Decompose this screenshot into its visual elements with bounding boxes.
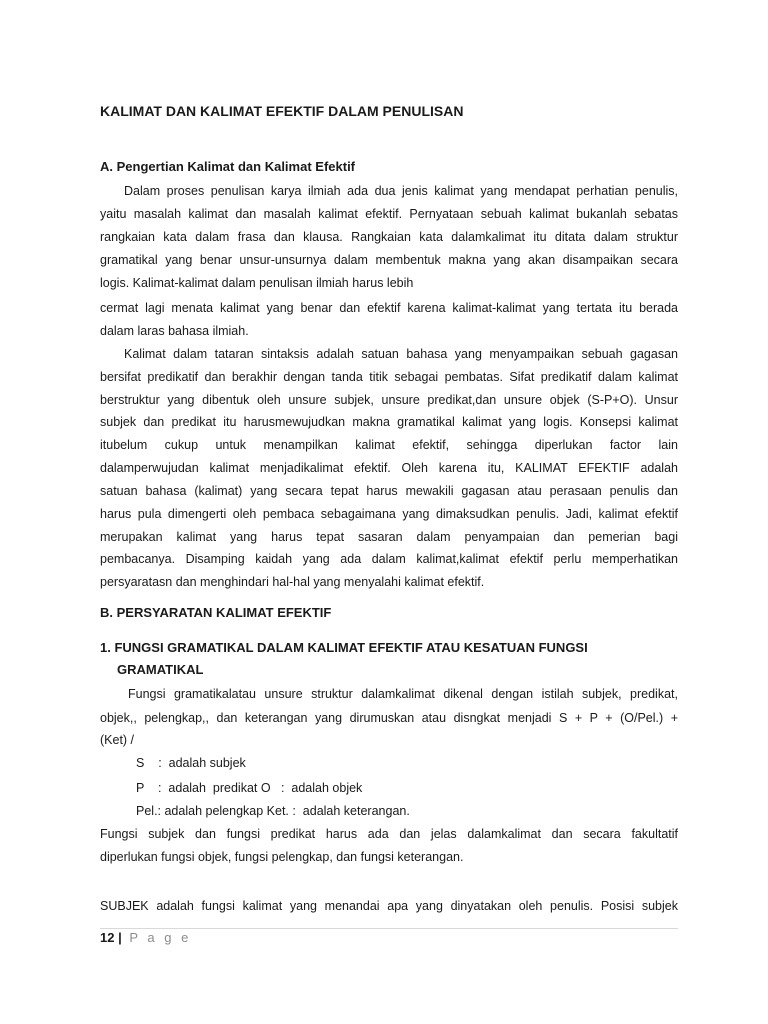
- paragraph-line: satuan bahasa (kalimat) yang secara tepat harus mewakili gagasan atau perasaan penulis dan: [100, 484, 678, 498]
- paragraph-line: itubelum cukup untuk menampilkan kalimat efektif, sehingga diperlukan factor lain: [100, 438, 678, 452]
- paragraph-line: berstruktur yang dibentuk oleh unsure subjek, unsure predikat,dan unsure objek (S-P+O). Unsur: [100, 393, 678, 407]
- paragraph-line: merupakan kalimat yang harus tepat sasaran dalam penyampaian dan pemerian bagi: [100, 530, 678, 544]
- paragraph-line: dalam laras bahasa ilmiah.: [100, 324, 249, 338]
- paragraph-line: logis. Kalimat-kalimat dalam penulisan ilmiah harus lebih: [100, 276, 414, 290]
- paragraph-line: Kalimat dalam tataran sintaksis adalah satuan bahasa yang menyampaikan sebuah gagasan: [124, 347, 678, 361]
- page-footer: [100, 930, 191, 945]
- definition-subject: S : adalah subjek: [136, 756, 246, 770]
- page-number: 12: [100, 930, 115, 945]
- paragraph-line: persyaratasn dan menghindari hal-hal yang menyalahi kalimat efektif.: [100, 575, 485, 589]
- page-separator: |: [118, 930, 122, 945]
- footer-divider: [100, 928, 678, 929]
- section-a-heading: A. Pengertian Kalimat dan Kalimat Efektif: [100, 159, 356, 174]
- page-title: KALIMAT DAN KALIMAT EFEKTIF DALAM PENULISAN: [100, 103, 464, 119]
- subsection-heading: 1. FUNGSI GRAMATIKAL DALAM KALIMAT EFEKTIF ATAU KESATUAN FUNGSI: [100, 640, 588, 655]
- paragraph-line: subjek dan predikat itu harusmewujudkan makna gramatikal kalimat yang logis. Konsepsi kalimat: [100, 415, 678, 429]
- paragraph-line: gramatikal yang benar unsur-unsurnya dalam membentuk makna yang akan disampaikan secara: [100, 253, 678, 267]
- paragraph-line: bersifat predikatif dan berakhir dengan tanda titik sebagai pembatas. Sifat predikatif dalam kalimat: [100, 370, 678, 384]
- paragraph-line: rangkaian kata dalam frasa dan klausa. Rangkaian kata dalamkalimat itu ditata dalam struktur: [100, 230, 678, 244]
- paragraph-line: diperlukan fungsi objek, fungsi pelengkap, dan fungsi keterangan.: [100, 850, 464, 864]
- paragraph-line: dalamperwujudan kalimat menjadikalimat efektif. Oleh karena itu, KALIMAT EFEKTIF adalah: [100, 461, 678, 475]
- paragraph-line: pembacanya. Disamping kaidah yang ada dalam kalimat,kalimat efektif perlu memperhatikan: [100, 552, 678, 566]
- paragraph-line: objek,, pelengkap,, dan keterangan yang dirumuskan atau disngkat menjadi S + P + (O/Pel.) +: [100, 711, 678, 725]
- section-b-heading: B. PERSYARATAN KALIMAT EFEKTIF: [100, 605, 332, 620]
- paragraph-line: Fungsi gramatikalatau unsure struktur dalamkalimat dikenal dengan istilah subjek, predikat,: [128, 687, 678, 701]
- paragraph-line: harus pula dimengerti oleh pembaca sebagaimana yang dimaksudkan penulis. Jadi, kalimat efektif: [100, 507, 678, 521]
- definition-complement: Pel.: adalah pelengkap Ket. : adalah keterangan.: [136, 804, 410, 818]
- definition-predicate: P : adalah predikat O : adalah objek: [136, 781, 363, 795]
- paragraph-line: SUBJEK adalah fungsi kalimat yang menandai apa yang dinyatakan oleh penulis. Posisi subjek: [100, 899, 678, 913]
- paragraph-line: yaitu masalah kalimat dan masalah kalimat efektif. Pernyataan sebuah kalimat bukanlah sebatas: [100, 207, 678, 221]
- paragraph-line: cermat lagi menata kalimat yang benar dan efektif karena kalimat-kalimat yang tertata itu berada: [100, 301, 678, 315]
- paragraph-line: Dalam proses penulisan karya ilmiah ada dua jenis kalimat yang mendapat perhatian penulis,: [124, 184, 678, 198]
- paragraph-line: Fungsi subjek dan fungsi predikat harus ada dan jelas dalamkalimat dan secara fakultatif: [100, 827, 678, 841]
- subsection-heading-cont: GRAMATIKAL: [117, 662, 204, 677]
- page-word: P a g e: [129, 930, 192, 945]
- paragraph-line: (Ket) /: [100, 733, 135, 747]
